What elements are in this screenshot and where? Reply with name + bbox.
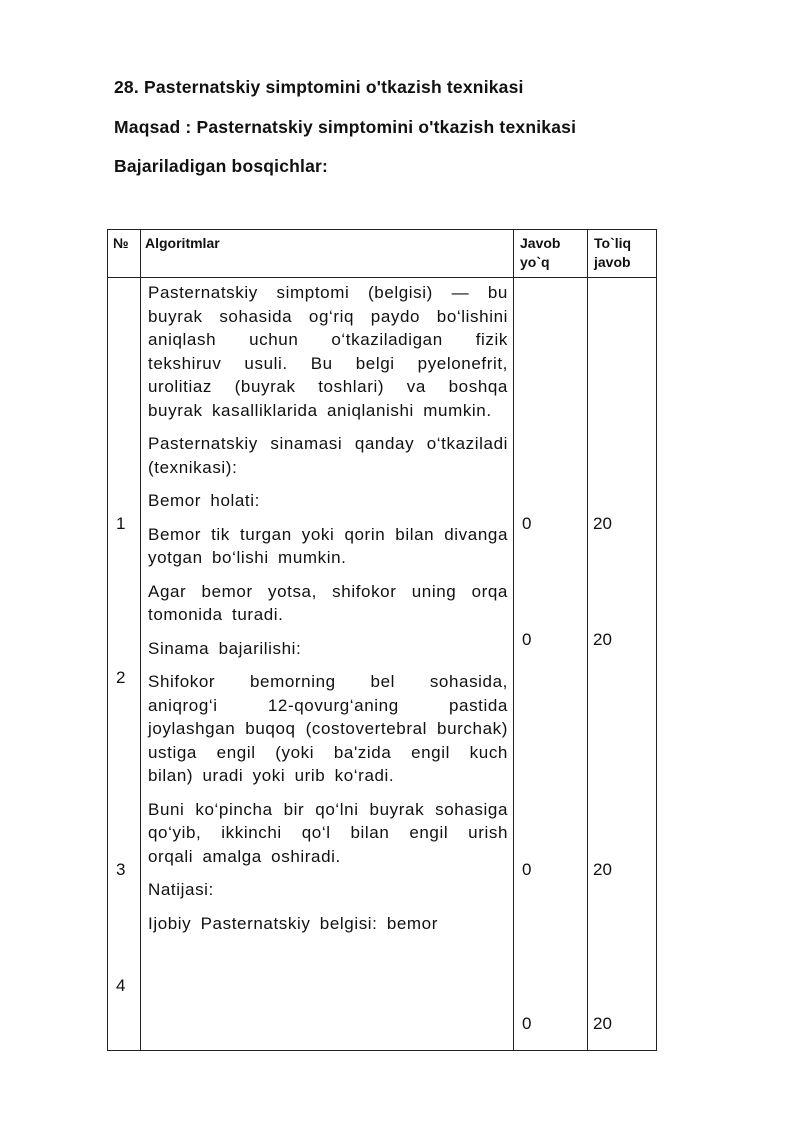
header-number: № [113, 235, 129, 251]
paragraph: Sinama bajarilishi: [148, 638, 302, 658]
document-title: 28. Pasternatskiy simptomini o'tkazish texnikasi [114, 77, 524, 97]
score-no-answer: 0 [522, 630, 532, 649]
score-full-answer: 20 [593, 514, 612, 533]
paragraph: Shifokor bemorning bel sohasida, aniqrog‘i 12-qovurg‘aning pastida joylashgan buqoq (costovertebral burchak) ustiga engil (yoki ba'zida engil kuch bilan) uradi yoki urib ko‘radi. [148, 672, 508, 785]
paragraph: Ijobiy Pasternatskiy belgisi: bemor [148, 913, 439, 933]
paragraph: Bemor tik turgan yoki qorin bilan divanga yotgan bo‘lishi mumkin. [148, 524, 508, 567]
algorithm-text [148, 281, 508, 945]
row-number: 4 [116, 976, 126, 995]
score-no-answer: 0 [522, 514, 532, 533]
score-full-answer: 20 [593, 1014, 612, 1033]
row-number: 3 [116, 860, 126, 879]
row-number: 2 [116, 668, 126, 687]
paragraph: Agar bemor yotsa, shifokor uning orqa tomonida turadi. [148, 581, 508, 624]
header-no-answer: Javob yo`q [520, 235, 561, 270]
row-number: 1 [116, 514, 126, 533]
column-divider [513, 230, 514, 1050]
paragraph: Natijasi: [148, 880, 214, 899]
paragraph: Buni ko‘pincha bir qo‘lni buyrak sohasiga qo‘yib, ikkinchi qo‘l bilan engil urish orqali amalga oshiradi. [148, 799, 508, 866]
header-divider [108, 277, 656, 278]
header-algorithm: Algoritmlar [145, 235, 220, 251]
goal-heading: Maqsad : Pasternatskiy simptomini o'tkazish texnikasi [114, 117, 577, 137]
column-divider [587, 230, 588, 1050]
score-full-answer: 20 [593, 630, 612, 649]
score-no-answer: 0 [522, 860, 532, 879]
score-no-answer: 0 [522, 1014, 532, 1033]
steps-heading: Bajariladigan bosqichlar: [114, 156, 329, 176]
paragraph: Pasternatskiy sinamasi qanday o‘tkaziladi (texnikasi): [148, 434, 508, 477]
algorithm-table [107, 229, 657, 1051]
column-divider [140, 230, 141, 1050]
score-full-answer: 20 [593, 860, 612, 879]
paragraph: Bemor holati: [148, 491, 260, 510]
header-full-answer: To`liq javob [594, 235, 632, 270]
paragraph: Pasternatskiy simptomi (belgisi) — bu buyrak sohasida og‘riq paydo bo‘lishini aniqlash uchun o‘tkaziladigan fizik tekshiruv usuli. Bu belgi pyelonefrit, urolitiaz (buyrak toshlari) va boshqa buyrak kasalliklarida aniqlanishi mumkin. [148, 283, 508, 420]
